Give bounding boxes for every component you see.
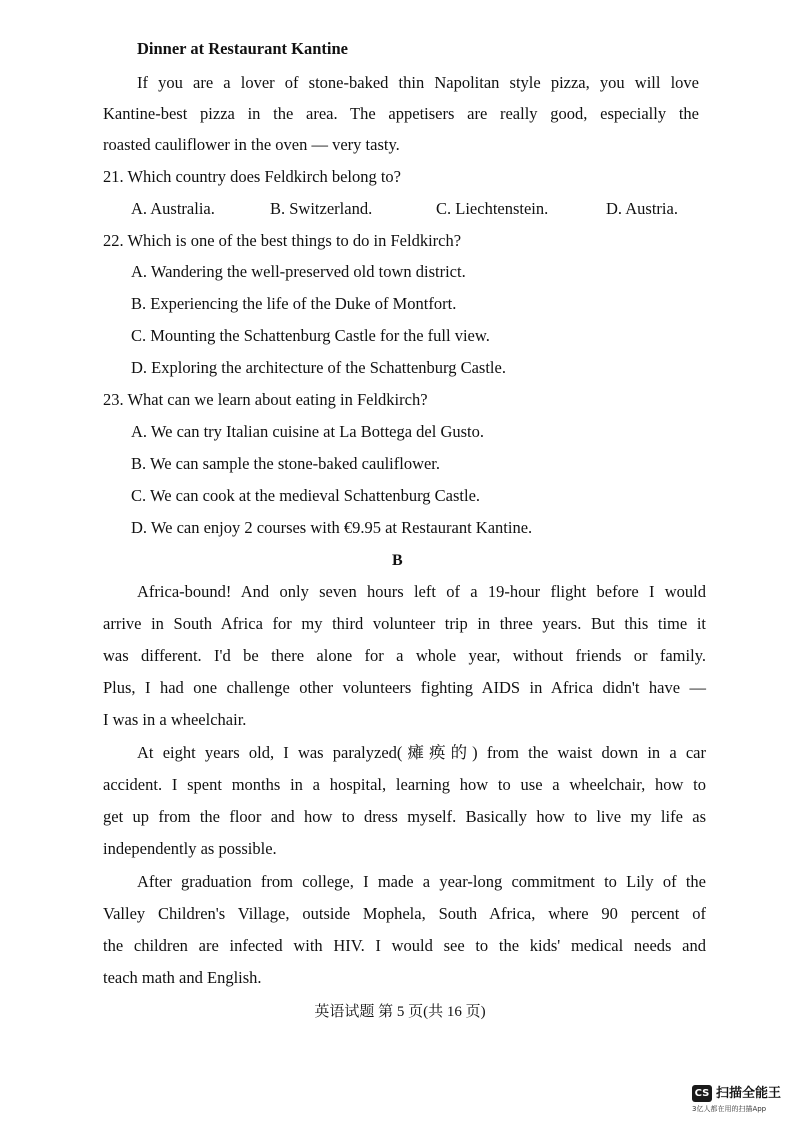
b-p2-line-4: independently as possible.: [103, 839, 277, 858]
b-p1-line-4: Plus, I had one challenge other volunteers fighting AIDS in Africa didn't have —: [103, 678, 706, 697]
b-p1-line-2: arrive in South Africa for my third volunteer trip in three years. But this time it: [103, 614, 706, 633]
b-p2-line-1: At eight years old, I was paralyzed(瘫痪的) from the waist down in a car: [137, 743, 706, 762]
q22-option-a: A. Wandering the well-preserved old town district.: [131, 262, 466, 281]
q22-option-b: B. Experiencing the life of the Duke of Montfort.: [131, 294, 457, 313]
camscanner-logo-icon: CS: [692, 1085, 712, 1102]
section-b-label: B: [392, 552, 403, 569]
q21-option-c: C. Liechtenstein.: [436, 199, 549, 218]
q21-option-a: A. Australia.: [131, 199, 215, 218]
b-p1-line-1: Africa-bound! And only seven hours left of a 19-hour flight before I would: [137, 582, 706, 601]
page-footer: 英语试题 第 5 页(共 16 页): [314, 1004, 486, 1020]
kantine-para-line-1: If you are a lover of stone-baked thin Napolitan style pizza, you will love: [137, 73, 699, 92]
question-23-stem: 23. What can we learn about eating in Feldkirch?: [103, 390, 428, 409]
q23-option-b: B. We can sample the stone-baked cauliflower.: [131, 454, 441, 473]
kantine-para-line-2: Kantine-best pizza in the area. The appetisers are really good, especially the: [103, 104, 699, 123]
b-p1-line-5: I was in a wheelchair.: [103, 710, 247, 729]
watermark-app-name: 扫描全能王: [716, 1086, 782, 1101]
q23-option-a: A. We can try Italian cuisine at La Bottega del Gusto.: [131, 422, 485, 441]
watermark-tagline: 3亿人都在用的扫描App: [692, 1105, 767, 1113]
scanner-watermark: [692, 1085, 792, 1121]
b-p1-line-3: was different. I'd be there alone for a whole year, without friends or family.: [103, 646, 706, 665]
b-p3-line-4: teach math and English.: [103, 968, 262, 987]
q23-option-d: D. We can enjoy 2 courses with €9.95 at Restaurant Kantine.: [131, 518, 533, 537]
q21-option-d: D. Austria.: [606, 199, 678, 218]
b-p2-line-3: get up from the floor and how to dress myself. Basically how to live my life as: [103, 807, 706, 826]
b-p2-line-2: accident. I spent months in a hospital, learning how to use a wheelchair, how to: [103, 775, 706, 794]
q22-option-d: D. Exploring the architecture of the Schattenburg Castle.: [131, 358, 506, 377]
q23-option-c: C. We can cook at the medieval Schattenburg Castle.: [131, 486, 481, 505]
q22-option-c: C. Mounting the Schattenburg Castle for the full view.: [131, 326, 490, 345]
q21-option-b: B. Switzerland.: [270, 199, 373, 218]
kantine-para-line-3: roasted cauliflower in the oven — very tasty.: [103, 135, 400, 154]
question-21-stem: 21. Which country does Feldkirch belong to?: [103, 167, 402, 186]
b-p3-line-1: After graduation from college, I made a year-long commitment to Lily of the: [137, 872, 706, 891]
restaurant-kantine-heading: Dinner at Restaurant Kantine: [137, 39, 348, 58]
b-p3-line-3: the children are infected with HIV. I would see to the kids' medical needs and: [103, 936, 706, 955]
b-p3-line-2: Valley Children's Village, outside Mophela, South Africa, where 90 percent of: [103, 904, 706, 923]
question-22-stem: 22. Which is one of the best things to do in Feldkirch?: [103, 231, 462, 250]
